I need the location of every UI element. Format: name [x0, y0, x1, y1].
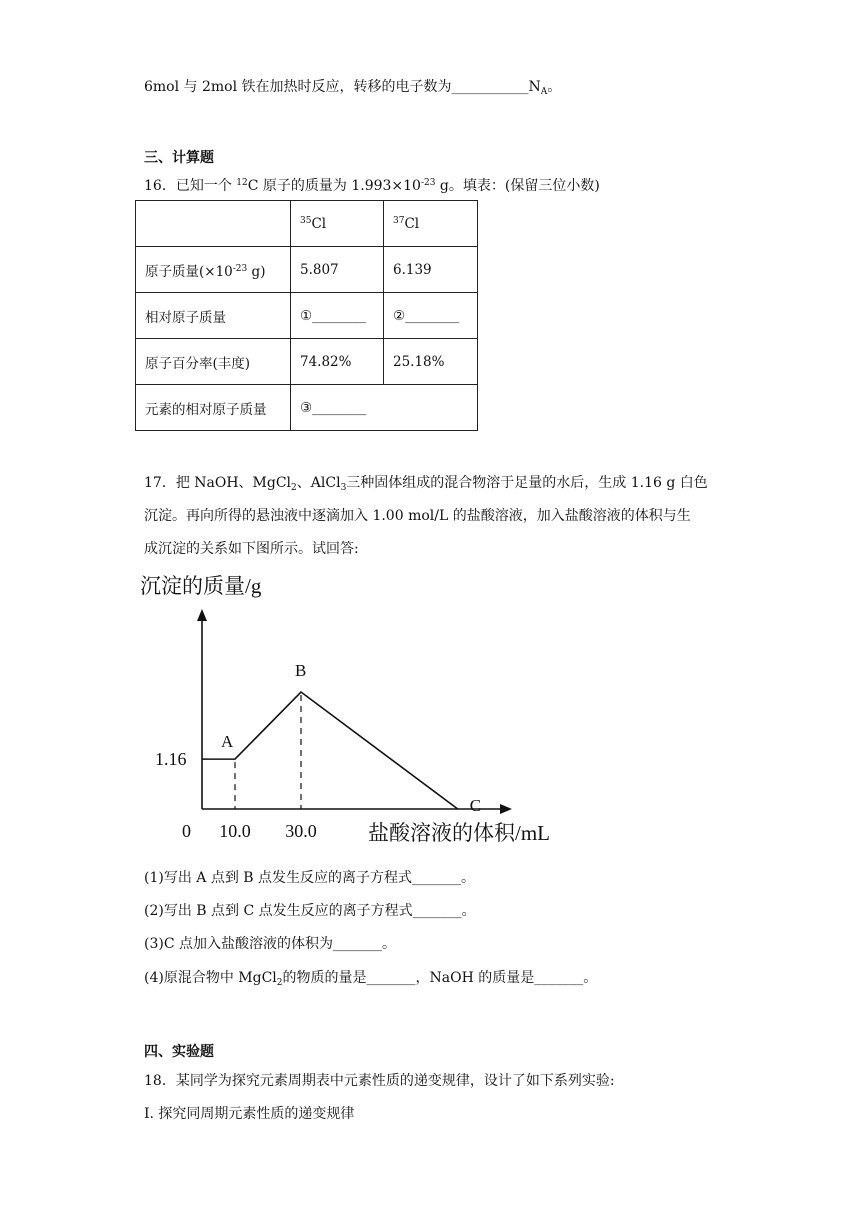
point-label-c: C: [469, 796, 482, 815]
q17-sub-1: (1)写出 A 点到 B 点发生反应的离子方程式_______。: [144, 870, 476, 886]
table-row: [136, 385, 478, 431]
row-label-abundance: 原子百分率(丰度): [136, 339, 291, 385]
origin-label: 0: [182, 821, 191, 841]
y-axis-arrow: [197, 609, 207, 621]
q16-mid: C 原子的质量为 1.993×10: [247, 178, 421, 194]
point-label-b: B: [295, 661, 307, 681]
avogadro-symbol: N: [528, 79, 541, 95]
table-cell: 25.18%: [384, 339, 478, 385]
answer-blank-2: ②________: [384, 293, 478, 339]
q17-sub-4: (4)原混合物中 MgCl$_2$的物质的量是_______，NaOH 的质量是_______。: [144, 970, 598, 988]
table-cell: 74.82%: [291, 339, 384, 385]
q15-tail-line: [144, 76, 561, 96]
q15-answer-blank: ___________: [451, 79, 529, 95]
q16-iso-mass: 12: [236, 178, 248, 188]
avogadro-subscript: A: [540, 87, 548, 97]
q15-text: 6mol 与 2mol 铁在加热时反应，转移的电子数为: [144, 79, 452, 95]
q16-stem: [144, 175, 600, 195]
q17-line-1: 17．把 NaOH、MgCl$_2$、AlCl$_3$三种固体组成的混合物溶于足量的水后，生成 1.16 g 白色: [144, 475, 708, 493]
row-label-element-mass: 元素的相对原子质量: [136, 385, 291, 431]
table-cell: [136, 201, 291, 247]
q16-post: g。填表：(保留三位小数): [435, 178, 600, 194]
q17-sub-2: (2)写出 B 点到 C 点发生反应的离子方程式_______。: [144, 903, 476, 919]
section-4-title: 四、实验题: [144, 1044, 214, 1060]
series-line: [202, 692, 458, 809]
x-tick-label: 30.0: [285, 821, 317, 841]
answer-blank-3: ③________: [291, 385, 478, 431]
q18-line-1: 18．某同学为探究元素周期表中元素性质的递变规律，设计了如下系列实验:: [144, 1073, 615, 1089]
table-cell: 5.807: [291, 247, 384, 293]
table-header-cl37: $^{37}$Cl: [384, 201, 478, 247]
table-row: [136, 339, 478, 385]
table-row: [136, 201, 478, 247]
section-3-title: 三、计算题: [144, 150, 214, 166]
answer-blank-1: ①________: [291, 293, 384, 339]
precipitate-chart: [140, 565, 570, 855]
x-tick-label: 10.0: [219, 821, 251, 841]
table-row: [136, 247, 478, 293]
q16-pre: 16．已知一个: [144, 178, 237, 194]
y-tick-label: 1.16: [155, 749, 187, 770]
point-label-a: A: [221, 732, 234, 752]
q16-exp: -23: [420, 178, 436, 188]
q17-line-3: 成沉淀的关系如下图所示。试回答:: [144, 541, 359, 557]
q15-end: 。: [547, 79, 562, 95]
row-label-relative-mass: 相对原子质量: [136, 293, 291, 339]
row-label-atom-mass: 原子质量($\times 10^{-23}$ g): [136, 247, 291, 293]
table-header-cl35: $^{35}$Cl: [291, 201, 384, 247]
q18-line-2: I. 探究同周期元素性质的递变规律: [144, 1106, 355, 1122]
x-axis-label: 盐酸溶液的体积/mL: [368, 821, 550, 845]
q17-sub-3: (3)C 点加入盐酸溶液的体积为_______。: [144, 936, 396, 952]
y-axis-label: 沉淀的质量/g: [140, 574, 262, 598]
q17-line-2: 沉淀。再向所得的悬浊液中逐滴加入 1.00 mol/L 的盐酸溶液，加入盐酸溶液的体积与生: [144, 508, 691, 524]
isotope-table: [135, 200, 478, 431]
table-row: [136, 293, 478, 339]
x-axis-arrow: [500, 804, 512, 814]
table-cell: 6.139: [384, 247, 478, 293]
